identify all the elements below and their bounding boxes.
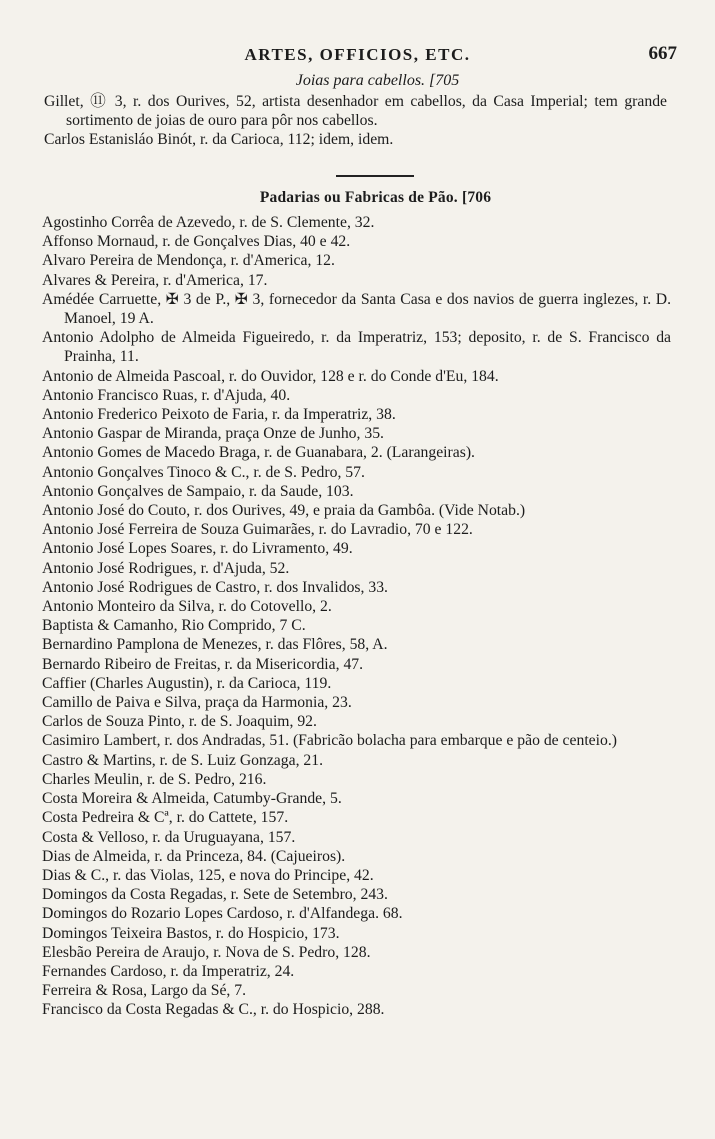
list-item: Affonso Mornaud, r. de Gonçalves Dias, 40 e 42. <box>42 233 351 251</box>
list-item: Gillet, ⑪ 3, r. dos Ourives, 52, artista desenhador em cabellos, da Casa Imperial; tem grande sortimento de joias de ouro para pôr nos cabellos. <box>44 93 667 130</box>
list-item: Charles Meulin, r. de S. Pedro, 216. <box>42 770 267 788</box>
list-item: Carlos de Souza Pinto, r. de S. Joaquim, 92. <box>42 713 317 731</box>
list-item: Dias de Almeida, r. da Princeza, 84. (Cajueiros). <box>42 847 346 865</box>
list-item: Antonio Gonçalves de Sampaio, r. da Saude, 103. <box>42 482 354 500</box>
list-item: Antonio José Rodrigues de Castro, r. dos Invalidos, 33. <box>42 578 388 596</box>
list-item: Bernardino Pamplona de Menezes, r. das Flôres, 58, A. <box>42 636 388 654</box>
list-item: Antonio Francisco Ruas, r. d'Ajuda, 40. <box>42 386 291 404</box>
list-item: Agostinho Corrêa de Azevedo, r. de S. Clemente, 32. <box>42 214 375 231</box>
list-item: Antonio de Almeida Pascoal, r. do Ouvidor, 128 e r. do Conde d'Eu, 184. <box>42 367 499 385</box>
entry-list <box>42 213 671 1020</box>
list-item: Caffier (Charles Augustin), r. da Carioca, 119. <box>42 674 332 692</box>
list-item: Castro & Martins, r. de S. Luiz Gonzaga, 21. <box>42 751 324 769</box>
list-item: Ferreira & Rosa, Largo da Sé, 7. <box>42 982 247 1000</box>
list-item: Antonio Adolpho de Almeida Figueiredo, r. da Imperatriz, 153; deposito, r. de S. Francisco da Prainha, 11. <box>42 329 671 366</box>
list-item: Camillo de Paiva e Silva, praça da Harmonia, 23. <box>42 694 352 712</box>
section-divider <box>336 175 414 177</box>
list-item: Antonio Monteiro da Silva, r. do Cotovello, 2. <box>42 598 332 616</box>
running-title: ARTES, OFFICIOS, ETC. <box>244 45 471 64</box>
list-item: Francisco da Costa Regadas & C., r. do Hospicio, 288. <box>42 1001 385 1019</box>
list-item: Carlos Estanisláo Binót, r. da Carioca, 112; idem, idem. <box>44 131 394 149</box>
list-item: Costa & Velloso, r. da Uruguayana, 157. <box>42 828 296 846</box>
list-item: Antonio José Lopes Soares, r. do Livramento, 49. <box>42 540 353 558</box>
running-header <box>0 45 715 69</box>
list-item: Fernandes Cardoso, r. da Imperatriz, 24. <box>42 962 295 980</box>
section-title: Padarias ou Fabricas de Pão. [706 <box>259 189 492 206</box>
list-item: Alvaro Pereira de Mendonça, r. d'America, 12. <box>42 252 335 270</box>
list-item: Bernardo Ribeiro de Freitas, r. da Misericordia, 47. <box>42 655 364 673</box>
list-item: Antonio Frederico Peixoto de Faria, r. da Imperatriz, 38. <box>42 406 396 424</box>
list-item: Antonio José do Couto, r. dos Ourives, 49, e praia da Gambôa. (Vide Notab.) <box>42 502 526 520</box>
list-item: Antonio José Ferreira de Souza Guimarães, r. do Lavradio, 70 e 122. <box>42 521 473 539</box>
list-item: Domingos do Rozario Lopes Cardoso, r. d'Alfandega. 68. <box>42 905 403 923</box>
list-item: Amédée Carruette, ✠ 3 de P., ✠ 3, fornecedor da Santa Casa e dos navios de guerra inglezes, r. D. Manoel, 19 A. <box>42 290 671 328</box>
list-item: Dias & C., r. das Violas, 125, e nova do Principe, 42. <box>42 866 374 884</box>
section-joias-para-cabellos <box>0 72 715 150</box>
page-number: 667 <box>648 43 677 64</box>
list-item: Baptista & Camanho, Rio Comprido, 7 C. <box>42 617 306 635</box>
entry-list <box>44 92 667 150</box>
list-item: Costa Moreira & Almeida, Catumby-Grande, 5. <box>42 790 342 808</box>
list-item: Domingos Teixeira Bastos, r. do Hospicio, 173. <box>42 924 340 942</box>
list-item: Costa Pedreira & Cª, r. do Cattete, 157. <box>42 809 289 827</box>
list-item: Antonio Gonçalves Tinoco & C., r. de S. Pedro, 57. <box>42 463 365 481</box>
list-item: Antonio Gomes de Macedo Braga, r. de Guanabara, 2. (Larangeiras). <box>42 444 475 462</box>
list-item: Domingos da Costa Regadas, r. Sete de Setembro, 243. <box>42 886 388 904</box>
list-item: Antonio José Rodrigues, r. d'Ajuda, 52. <box>42 559 290 577</box>
list-item: Alvares & Pereira, r. d'America, 17. <box>42 271 268 289</box>
section-title: Joias para cabellos. [705 <box>295 72 460 89</box>
list-item: Casimiro Lambert, r. dos Andradas, 51. (Fabricão bolacha para embarque e pão de centeio.) <box>42 732 617 750</box>
list-item: Antonio Gaspar de Miranda, praça Onze de Junho, 35. <box>42 425 384 443</box>
list-item: Elesbão Pereira de Araujo, r. Nova de S. Pedro, 128. <box>42 943 371 961</box>
section-padarias <box>0 189 715 1020</box>
